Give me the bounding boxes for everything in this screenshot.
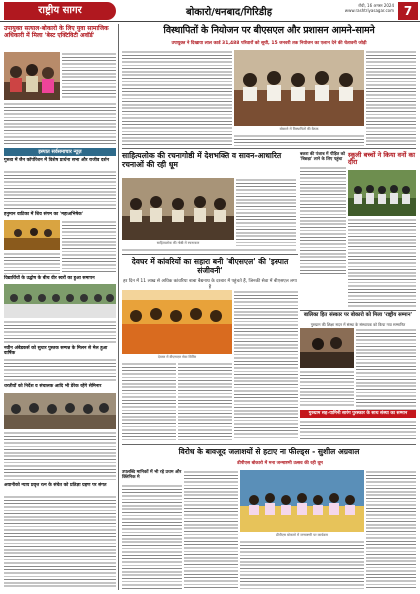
- school-trip-photo: [348, 170, 416, 216]
- column-divider: [118, 24, 119, 590]
- students-group-photo: [4, 284, 116, 318]
- right-small-headline: बकरा की पंजाब में पीड़ित को 'बिछड़ा' लाने के लिए पहुंचा: [300, 151, 345, 161]
- left-story5-headline: नवीन अंबेडकर्स को सुधार पुस्तक सम्पन्न के मिलन से मेल हुआ वार्षिक: [4, 346, 108, 357]
- deoghar-headline: देवघर में कांवरियों का सहारा बनी 'बीएसएल' की 'इस्पात संजीवनी': [131, 257, 289, 275]
- top-story-subhead: उपायुक्त ने दिखाया लाल कार्ड 31,488 परिवारों को सूची, 15 जनवरी तक नियोजन का एलान देने की चेतावनी जोड़ी: [171, 41, 367, 46]
- kanwariya-photo: [122, 290, 232, 354]
- bottom-body-under-photo: [240, 540, 364, 590]
- mid-right-divider: [300, 310, 416, 311]
- left-story4-photo: [4, 284, 116, 318]
- bottom-divider: [122, 444, 416, 445]
- deoghar-divider: [122, 254, 298, 255]
- edition-label: बोकारो/धनबाद/गिरिडीह: [186, 7, 273, 18]
- top-story-headline: विस्थापितों के नियोजन पर बीएसएल और प्रशासन आमने-सामने: [163, 25, 375, 36]
- deoghar-body-right: [234, 290, 298, 440]
- deoghar-body-col2: [178, 362, 232, 440]
- left-lead-body: [62, 52, 116, 100]
- bottom-subbanner: डीपीएस बोकारो में मना जन्माष्टमी उत्सव की रही धूम: [237, 461, 323, 466]
- students-photo: [348, 170, 416, 216]
- right-small-body: [300, 166, 346, 276]
- seminar-photo: [4, 393, 116, 429]
- left-story7-body: [4, 495, 116, 589]
- literature-photo: [122, 178, 234, 240]
- bottom-photo: [240, 470, 364, 532]
- bottom-col-right-body: [366, 470, 416, 590]
- top-story-photo: [234, 50, 364, 126]
- top-story-divider: [122, 148, 416, 149]
- left-story3-body: [62, 220, 116, 274]
- left-story2-headline: गुरुत्व में जैन कॉर्पोरेशन में विशेष प्रार्थना सभा और राजीव दर्शन: [4, 158, 110, 163]
- left-story2-body: [4, 170, 116, 210]
- top-story-body-left: [122, 50, 232, 146]
- left-lead-photo: [4, 52, 60, 100]
- left-lead-body-2: [4, 102, 116, 146]
- left-story6-body: [4, 431, 116, 481]
- left-story5-body: [4, 358, 116, 382]
- mid-right-body-2: [300, 370, 354, 406]
- newspaper-brand: राष्ट्रीय सागर: [4, 2, 116, 20]
- deoghar-subhead: हर दिन में 11 लाख से अधिक कांवरिया बाबा बैद्यनाथ के दरबार में पहुंचते हैं, जिनकी सेवा में बीएसएल लगा है: [123, 279, 297, 290]
- bottom-headline: विरोध के बावजूद जलाशयों से हटाए ना फील्ड्स - सुशील अग्रवाल: [178, 447, 360, 456]
- left-story4-body: [4, 320, 116, 344]
- top-story-caption: बोकारो में विस्थापितों की बैठक: [279, 127, 319, 131]
- left-story3-body-2: [4, 252, 60, 274]
- mid-right-photo: [300, 328, 354, 368]
- left-story6-photo: [4, 393, 116, 429]
- bottom-col1-body: [122, 484, 182, 590]
- top-story-body-bottom: [234, 134, 364, 146]
- students-body: [348, 218, 416, 308]
- literature-headline: साहित्यलोक की रचनागोष्ठी में देशभक्ति व सावन-आधारित रचनाओं की रही धूम: [122, 151, 282, 169]
- literature-caption: साहित्यलोक की गोष्ठी में रचनाकार: [156, 241, 200, 245]
- date-block: [330, 3, 394, 13]
- meeting-photo: [234, 50, 364, 126]
- deoghar-photo: [122, 290, 232, 354]
- left-story7-headline: अयानीको न्याय प्रवृत्त रत्न के संचेत को प्रतिज्ञा ग्रहण पर संगत: [4, 483, 107, 488]
- poets-photo: [122, 178, 234, 240]
- group-photo: [4, 52, 60, 100]
- deoghar-body-col1: [122, 362, 176, 440]
- left-story4-headline: विद्यार्थियों के उद्घोष के बीच वीर स्वरों का हुआ समापन: [4, 276, 95, 281]
- prayer-photo: [4, 220, 60, 250]
- students-headline: स्कूली बच्चों ने किया वनों का दौरा: [348, 151, 416, 167]
- literature-body-right: [236, 178, 296, 246]
- mid-right-body-3: [300, 420, 416, 440]
- bottom-caption: डीपीएस बोकारो में जन्माष्टमी पर कार्यक्रम: [275, 533, 329, 537]
- left-story3-photo: [4, 220, 60, 250]
- mid-right-subhead: गुरुग्राम की शिक्षा सदन में संस्था के संस्थापक को किया गया सम्मानित: [310, 322, 406, 327]
- mid-right-headline: बालिका हित संस्कार पर बोकारो को मिला 'राष्ट्रीय सम्मान': [303, 312, 413, 318]
- page-number: 7: [398, 2, 418, 20]
- literature-body-bottom: [122, 248, 296, 252]
- top-story-body-right: [366, 50, 416, 146]
- section-band: इस्पात सर्वसमाचार न्यूज़: [4, 148, 116, 156]
- left-story3-headline: हनुमान वाटिका में शिव संगम का 'महाअभिषेक': [4, 212, 84, 217]
- bottom-column-headline: उपलब्धि मानिकों में भी रहे प्रथम और क्लिनिक मे: [122, 470, 182, 481]
- website-line: www.rashtriyasagar.com: [344, 8, 394, 13]
- mid-right-body: [356, 328, 416, 410]
- deoghar-caption: देवघर में बीएसएल सेवा शिविर: [157, 355, 197, 359]
- left-lead-headline: उपायुक्त सत्याल-बोकारो के लिए युवा सामाजिक अधिकारी में मिला 'बेस्ट एक्टिविटी अवॉर्ड': [4, 25, 109, 39]
- date-line: राँची, 16 अगस्त 2024: [358, 3, 394, 8]
- award-photo: [300, 328, 354, 368]
- left-story6-headline: धरतीयों को निर्देश व संचालक आदि भी डेरेक रहेंगे सेमिनार: [4, 384, 102, 389]
- bottom-col2-body: [184, 470, 238, 590]
- janmashtami-photo: [240, 470, 364, 532]
- mid-right-red-banner: गुरुग्राम सह-यामिनी सारंग पुरस्कार के साथ संस्था का सम्मान: [300, 410, 416, 418]
